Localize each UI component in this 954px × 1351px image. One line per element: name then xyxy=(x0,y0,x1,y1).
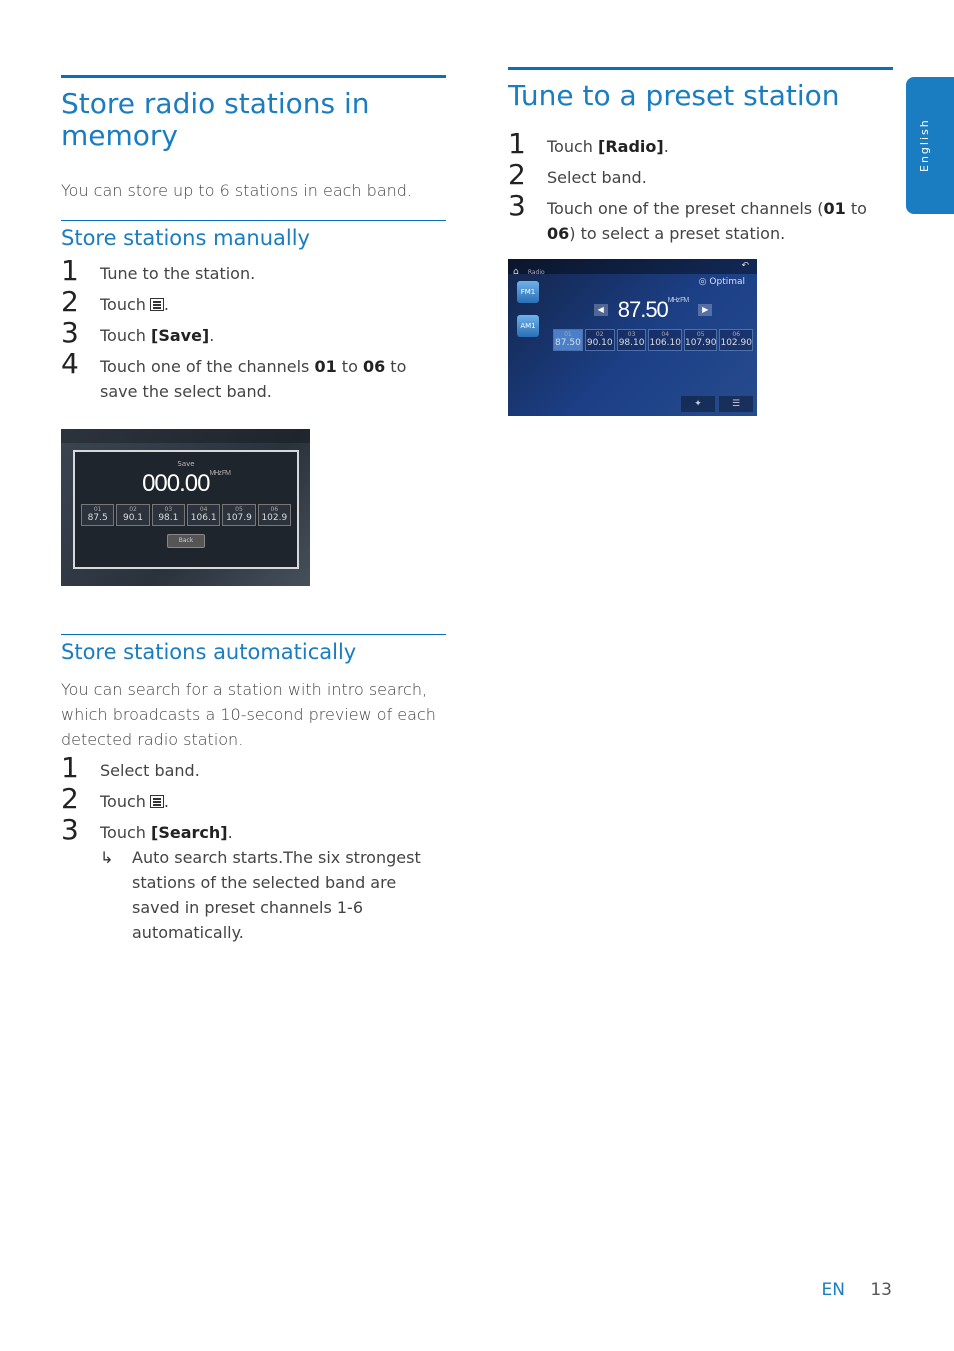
preset-steps xyxy=(508,127,893,246)
manual-step-4: 4 Touch one of the channels 01 to 06 to save the select band. xyxy=(61,347,407,401)
auto-section xyxy=(61,634,446,945)
subsection-rule xyxy=(61,220,446,221)
preset-step-1: 1 Touch [Radio]. xyxy=(508,127,669,160)
preset-button[interactable]: 04 106.10 xyxy=(648,329,682,351)
manual-step-3: 3 Touch [Save]. xyxy=(61,316,215,349)
section-rule xyxy=(61,75,446,78)
manual-steps xyxy=(61,254,446,404)
result-arrow-icon: ↳ xyxy=(100,848,114,867)
tuner xyxy=(553,297,753,323)
frequency-display: $87.50^{MHz FM}$ xyxy=(617,297,689,322)
language-tab xyxy=(906,77,954,214)
seek-next-button[interactable]: ▶ xyxy=(698,304,712,316)
radio-main xyxy=(553,277,753,351)
screen-title: Radio xyxy=(527,269,545,276)
mode-label: Optimal xyxy=(709,277,745,287)
preset-button[interactable]: 05 107.90 xyxy=(684,329,718,351)
dialog-label: Save xyxy=(177,460,195,468)
page-number: 13 xyxy=(870,1280,892,1300)
save-dialog xyxy=(73,450,299,569)
auto-step-3: 3 Touch [Search]. xyxy=(61,813,233,846)
preset-button[interactable]: 06 102.9 xyxy=(258,504,291,526)
preset-button[interactable]: 05 107.9 xyxy=(222,504,255,526)
preset-button[interactable]: 01 87.5 xyxy=(81,504,114,526)
auto-result: ↳ Auto search starts.The six strongest stations of the selected band are saved in preset channels 1-6 automatically. xyxy=(61,845,446,945)
status-bar xyxy=(553,277,753,293)
right-column xyxy=(508,67,893,252)
preset-step-2: 2 Select band. xyxy=(508,158,647,191)
band-am-button[interactable]: AM1 xyxy=(517,315,539,337)
subheading-manual: Store stations manually xyxy=(61,226,310,250)
stereo-icon: ◎ xyxy=(698,277,707,287)
pin-icon[interactable]: ✦ xyxy=(681,396,715,412)
subsection-rule xyxy=(61,634,446,635)
preset-button[interactable]: 06 102.90 xyxy=(719,329,753,351)
frequency-unit: MHz FM xyxy=(209,470,230,477)
preset-button[interactable]: 03 98.10 xyxy=(617,329,647,351)
preset-row xyxy=(75,504,297,526)
menu-icon xyxy=(150,298,164,311)
menu-icon[interactable]: ☰ xyxy=(719,396,753,412)
auto-intro: You can search for a station with intro search, which broadcasts a 10-second preview of each detected radio station. xyxy=(61,680,436,749)
band-fm-button[interactable]: FM1 xyxy=(517,281,539,303)
store-intro: You can store up to 6 stations in each band. xyxy=(61,181,413,200)
back-icon[interactable]: ↶ xyxy=(741,261,749,271)
radio-screenshot xyxy=(508,259,757,416)
manual-step-1: 1 Tune to the station. xyxy=(61,254,256,287)
language-label: English xyxy=(918,118,931,172)
frequency-unit: MHz FM xyxy=(667,297,689,304)
manual-step-2: 2 Touch . xyxy=(61,285,170,318)
radio-bottom-bar xyxy=(681,396,753,412)
preset-button[interactable]: 02 90.1 xyxy=(116,504,149,526)
save-dialog-screenshot xyxy=(61,429,310,586)
auto-steps xyxy=(61,751,446,846)
section-title-store-memory: Store radio stations in memory xyxy=(61,87,370,152)
back-button[interactable]: Back xyxy=(167,534,205,548)
seek-prev-button[interactable]: ◀ xyxy=(594,304,608,316)
frequency-display: $000.00^{MHz FM}$ xyxy=(142,470,230,497)
left-column xyxy=(61,75,446,410)
preset-step-3: 3 Touch one of the preset channels (01 to 06) to select a preset station. xyxy=(508,189,867,243)
subheading-auto: Store stations automatically xyxy=(61,640,357,664)
preset-button[interactable]: 02 90.10 xyxy=(585,329,615,351)
section-title-preset: Tune to a preset station xyxy=(508,79,840,112)
preset-row xyxy=(553,329,753,351)
menu-icon xyxy=(150,795,164,808)
preset-button[interactable]: 04 106.1 xyxy=(187,504,220,526)
auto-step-1: 1 Select band. xyxy=(61,751,200,784)
band-sidebar xyxy=(513,281,547,349)
preset-button[interactable]: 01 87.50 xyxy=(553,329,583,351)
auto-step-2: 2 Touch . xyxy=(61,782,170,815)
page-footer xyxy=(821,1280,892,1300)
footer-language: EN xyxy=(821,1280,845,1300)
section-rule xyxy=(508,67,893,70)
screenshot-topbar xyxy=(508,259,757,277)
preset-button[interactable]: 03 98.1 xyxy=(152,504,185,526)
home-icon[interactable]: ⌂ xyxy=(513,267,519,277)
screenshot-topbar xyxy=(61,429,310,443)
